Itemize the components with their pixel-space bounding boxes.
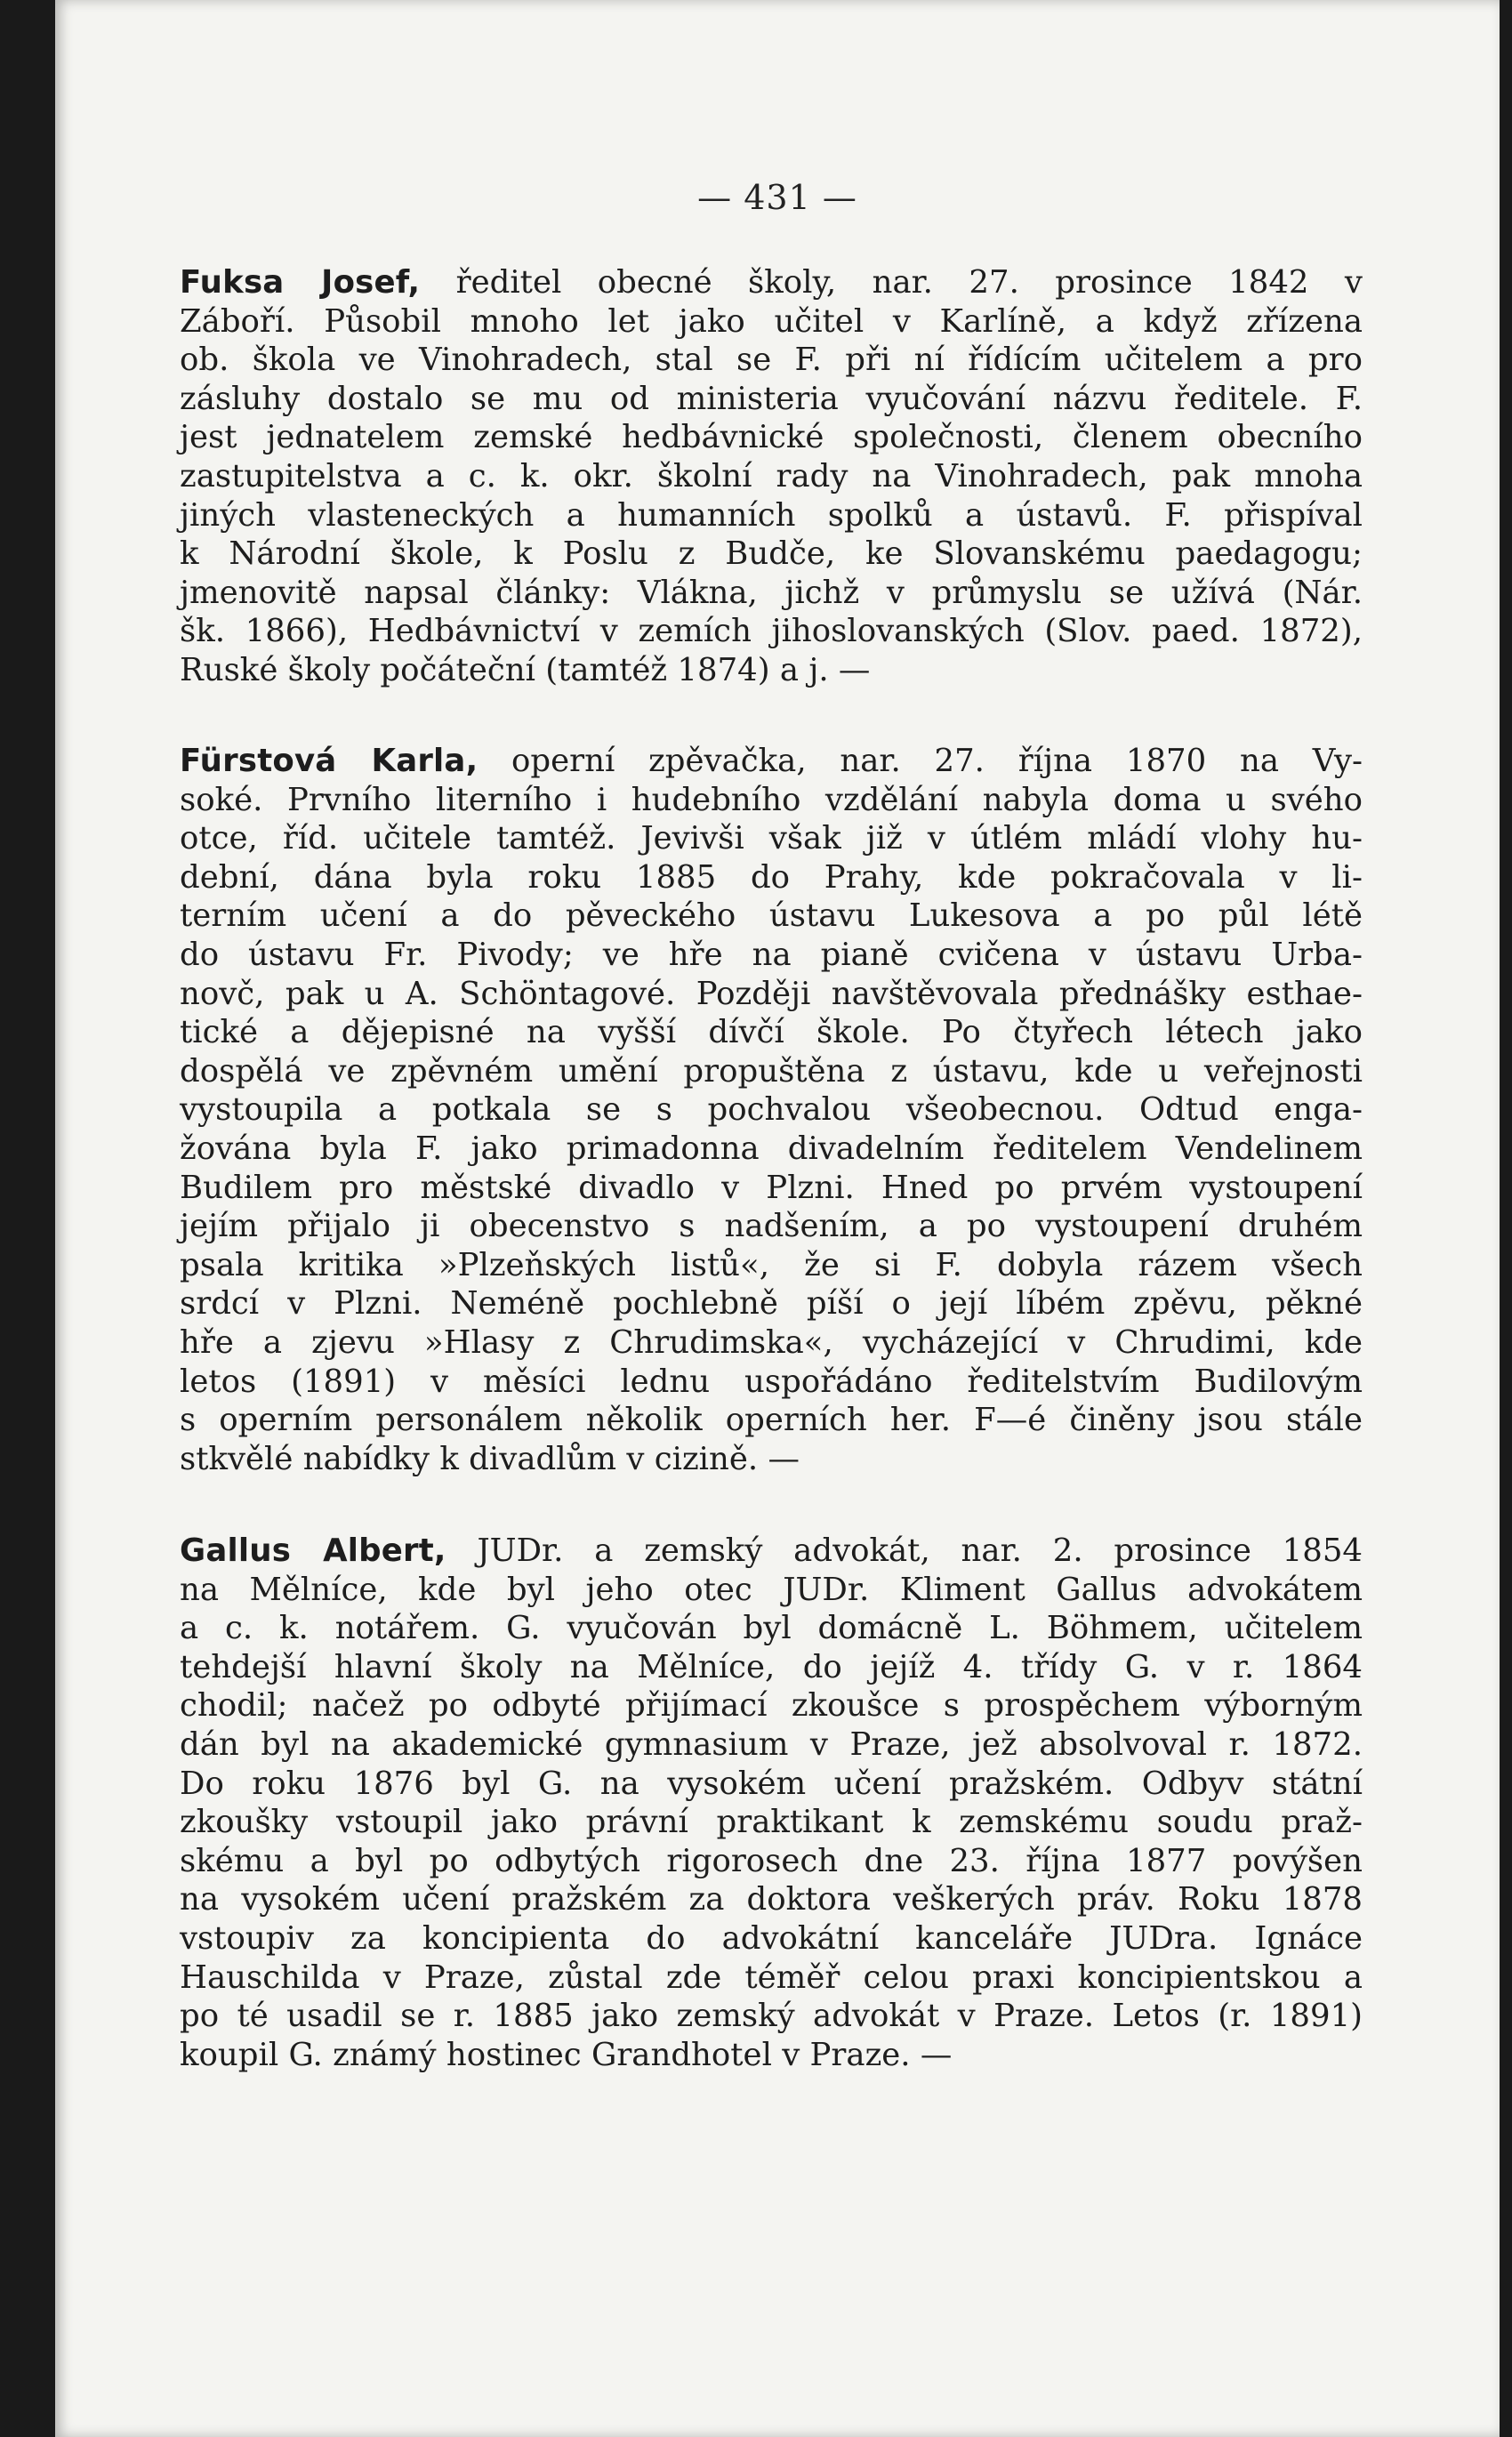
entry-line: a c. k. notářem. G. vyučován byl domácně L. Böhmem, učitelem	[180, 1610, 1363, 1647]
entry-line: Ruské školy počáteční (tamtéž 1874) a j. —	[180, 651, 871, 688]
entry-line: Do roku 1876 byl G. na vysokém učení pražském. Odbyv státní	[180, 1765, 1363, 1802]
entry-line: koupil G. známý hostinec Grandhotel v Praze. —	[180, 2036, 953, 2073]
entry-line: ob. škola ve Vinohradech, stal se F. při ní řídícím učitelem a pro	[180, 342, 1363, 379]
entry-line: jest jednatelem zemské hedbávnické společnosti, členem obecního	[180, 419, 1363, 456]
entry-line: Záboří. Působil mnoho let jako učitel v Karlíně, a když zřízena	[180, 302, 1363, 340]
entry-line: dospělá ve zpěvném umění propuštěna z ústavu, kde u veřejnosti	[180, 1052, 1363, 1090]
entry-line: jmenovitě napsal články: Vlákna, jichž v průmyslu se užívá (Nár.	[180, 574, 1363, 611]
entry-line: novč, pak u A. Schöntagové. Později navštěvovala přednášky esthae-	[180, 975, 1363, 1012]
entry-line: na vysokém učení pražském za doktora veškerých práv. Roku 1878	[180, 1881, 1363, 1918]
entry-line: otce, říd. učitele tamtéž. Jevivši však již v útlém mládí vlohy hu-	[180, 820, 1363, 857]
entry-name: Gallus Albert,	[180, 1532, 446, 1569]
entry-line: žována byla F. jako primadonna divadelním ředitelem Vendelinem	[180, 1130, 1363, 1167]
biography-entry-furstova	[180, 742, 1363, 1478]
entry-line: zásluhy dostalo se mu od ministeria vyučování názvu ředitele. F.	[180, 380, 1363, 417]
entry-line: psala kritika »Plzeňských listů«, že si F. dobyla rázem všech	[180, 1246, 1363, 1283]
entry-line: do ústavu Fr. Pivody; ve hře na pianě cvičena v ústavu Urba-	[180, 936, 1363, 973]
entry-name: Fuksa Josef,	[180, 264, 421, 301]
entry-line: s operním personálem několik operních her. F—é činěny jsou stále	[180, 1402, 1363, 1439]
entry-line: soké. Prvního literního i hudebního vzdělání nabyla doma u svého	[180, 781, 1363, 818]
entry-line: hře a zjevu »Hlasy z Chrudimska«, vycházející v Chrudimi, kde	[180, 1323, 1363, 1361]
entry-name: Fürstová Karla,	[180, 743, 479, 779]
entry-line: zastupitelstva a c. k. okr. školní rady na Vinohradech, pak mnoha	[180, 457, 1363, 495]
entry-line: stkvělé nabídky k divadlům v cizině. —	[180, 1440, 800, 1477]
entry-line: Hauschilda v Praze, zůstal zde téměř celou praxi koncipientskou a	[180, 1958, 1363, 1996]
entry-line: Fürstová Karla, operní zpěvačka, nar. 27. října 1870 na Vy-	[180, 743, 1363, 779]
entry-line: chodil; načež po odbyté přijímací zkoušce s prospěchem výborným	[180, 1687, 1363, 1725]
entry-line: dán byl na akademické gymnasium v Praze, jež absolvoval r. 1872.	[180, 1725, 1363, 1763]
entry-line: jiných vlasteneckých a humanních spolků a ústavů. F. přispíval	[180, 496, 1363, 534]
entry-line: vystoupila a potkala se s pochvalou všeobecnou. Odtud enga-	[180, 1091, 1363, 1129]
entry-line: vstoupiv za koncipienta do advokátní kanceláře JUDra. Ignáce	[180, 1919, 1363, 1957]
entry-line: k Národní škole, k Poslu z Budče, ke Slovanskému paedagogu;	[180, 535, 1363, 573]
entry-line: terním učení a do pěveckého ústavu Lukesova a po půl létě	[180, 897, 1363, 935]
entry-line: zkoušky vstoupil jako právní praktikant k zemskému soudu praž-	[180, 1804, 1363, 1841]
page-number: — 431 —	[697, 178, 857, 217]
entry-line: letos (1891) v měsíci lednu uspořádáno ředitelstvím Budilovým	[180, 1363, 1363, 1400]
entry-line: Budilem pro městské divadlo v Plzni. Hned po prvém vystoupení	[180, 1169, 1363, 1206]
entry-line: skému a byl po odbytých rigorosech dne 23. října 1877 povýšen	[180, 1842, 1363, 1879]
entry-line: dební, dána byla roku 1885 do Prahy, kde pokračovala v li-	[180, 858, 1363, 896]
book-page	[55, 0, 1500, 2437]
entry-line: Fuksa Josef, ředitel obecné školy, nar. 27. prosince 1842 v	[180, 264, 1363, 301]
entry-line: jejím přijalo ji obecenstvo s nadšením, a po vystoupení druhém	[180, 1208, 1363, 1245]
biography-entry-fuksa	[180, 263, 1363, 690]
entry-line: na Mělníce, kde byl jeho otec JUDr. Kliment Gallus advokátem	[180, 1571, 1363, 1608]
entry-line: tické a dějepisné na vyšší dívčí škole. Po čtyřech létech jako	[180, 1014, 1363, 1051]
entry-line: Gallus Albert, JUDr. a zemský advokát, nar. 2. prosince 1854	[180, 1532, 1363, 1569]
entry-line: tehdejší hlavní školy na Mělníce, do jejíž 4. třídy G. v r. 1864	[180, 1648, 1363, 1685]
entry-line: po té usadil se r. 1885 jako zemský advokát v Praze. Letos (r. 1891)	[180, 1998, 1363, 2035]
entry-line: srdcí v Plzni. Neméně pochlebně píší o její líbém zpěvu, pěkné	[180, 1285, 1363, 1323]
entry-line: šk. 1866), Hedbávnictví v zemích jihoslovanských (Slov. paed. 1872),	[180, 613, 1363, 650]
biography-entry-gallus	[180, 1532, 1363, 2074]
